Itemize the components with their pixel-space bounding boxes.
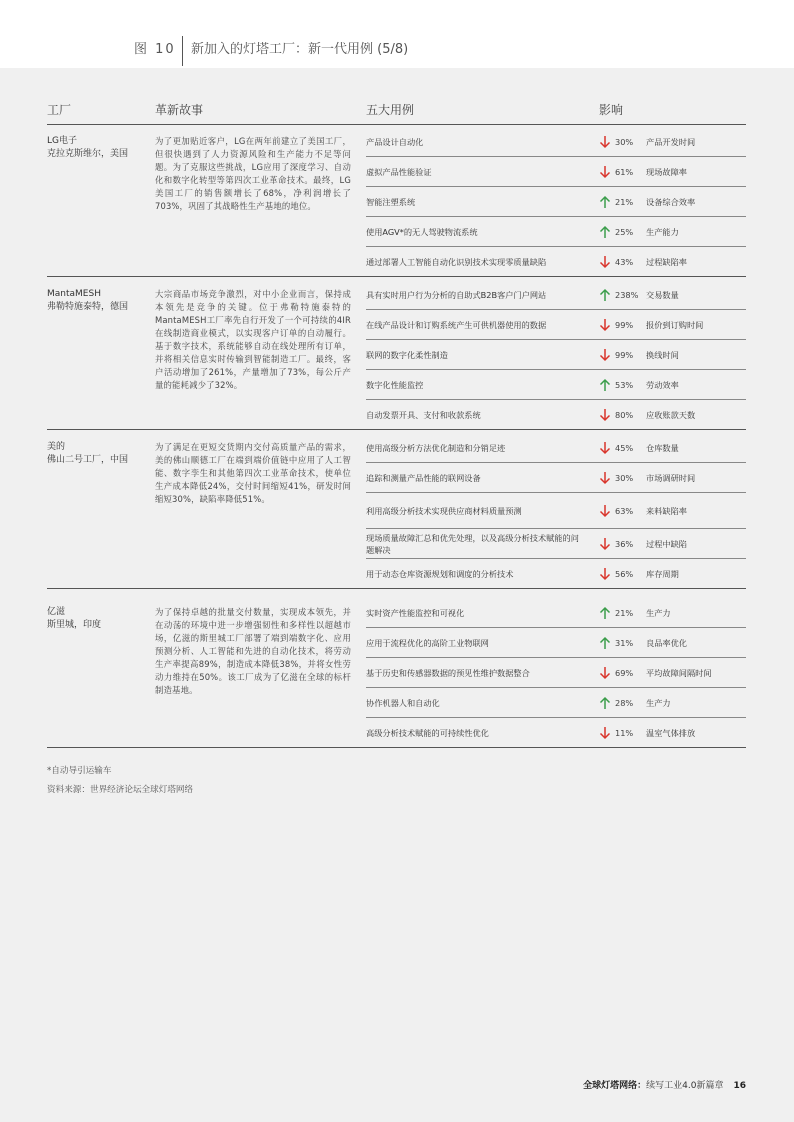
figure-header (0, 0, 794, 68)
arrow-up-icon (599, 695, 611, 709)
column-header-usecases: 五大用例 (366, 103, 415, 117)
impact-percent: 31% (615, 638, 634, 648)
arrow-down-icon (599, 347, 611, 361)
impact-percent: 30% (615, 137, 634, 147)
usecase-label: 追踪和测量产品性能的联网设备 (366, 473, 481, 483)
column-header-factory: 工厂 (47, 103, 72, 117)
impact-kpi: 生产力 (646, 608, 671, 618)
arrow-down-icon (599, 164, 611, 178)
impact-kpi: 交易数量 (646, 290, 679, 300)
usecase-label: 协作机器人和自动化 (366, 698, 440, 708)
usecase-label: 通过部署人工智能自动化识别技术实现零质量缺陷 (366, 257, 547, 267)
factory-name: MantaMESH (47, 289, 101, 299)
impact-percent: 56% (615, 569, 634, 579)
usecase-label: 联网的数字化柔性制造 (366, 350, 448, 360)
impact-kpi: 来料缺陷率 (646, 506, 687, 516)
impact-kpi: 市场调研时间 (646, 473, 696, 483)
row-divider (366, 309, 746, 310)
arrow-down-icon (599, 503, 611, 517)
arrow-down-icon (599, 566, 611, 580)
impact-percent: 30% (615, 473, 634, 483)
usecase-label: 使用AGV*的无人驾驶物流系统 (366, 227, 478, 237)
row-divider (366, 717, 746, 718)
row-divider (366, 627, 746, 628)
arrow-up-icon (599, 194, 611, 208)
impact-percent: 25% (615, 227, 634, 237)
innovation-story: 为了更加贴近客户，LG在两年前建立了美国工厂，但很快遇到了人力资源风险和生产能力不足等问题。为了克服这些挑战，LG应用了深度学习、自动化和数字化转型等第四次工业革命技术。最终，LG美国工厂的销售额增长了68%，净利润增长了703%，巩固了其战略性生产基地的地位。 (155, 136, 351, 211)
row-divider (366, 687, 746, 688)
impact-percent: 63% (615, 506, 634, 516)
group-divider (47, 429, 746, 430)
factory-location: 克拉克斯维尔，美国 (47, 149, 129, 159)
impact-percent: 28% (615, 698, 634, 708)
row-divider (366, 492, 746, 493)
figure-divider (182, 36, 183, 66)
row-divider (366, 528, 746, 529)
impact-kpi: 生产能力 (646, 227, 679, 237)
factory-location: 佛山二号工厂，中国 (47, 455, 129, 465)
arrow-up-icon (599, 605, 611, 619)
factory-name: 亿滋 (47, 607, 66, 617)
row-divider (366, 558, 746, 559)
usecase-label: 实时资产性能监控和可视化 (366, 608, 465, 618)
arrow-down-icon (599, 254, 611, 268)
group-divider (47, 588, 746, 589)
innovation-story: 为了保持卓越的批量交付数量，实现成本领先，并在动荡的环境中进一步增强韧性和多样性以超越市场，亿滋的斯里城工厂部署了端到端数字化、应用预测分析、人工智能和先进的自动化技术，将劳动生产率提高89%，制造成本降低38%，并将女性劳动力维持在50%。该工厂成为了亿滋在全球的标杆制造基地。 (155, 607, 351, 695)
footer-subtitle: 续写工业4.0新篇章 (646, 1081, 724, 1091)
impact-kpi: 平均故障间隔时间 (646, 668, 712, 678)
arrow-down-icon (599, 536, 611, 550)
usecase-label: 自动发票开具、支付和收款系统 (366, 410, 481, 420)
impact-percent: 43% (615, 257, 634, 267)
footnote-source: 资料来源：世界经济论坛全球灯塔网络 (47, 785, 194, 795)
impact-percent: 36% (615, 539, 634, 549)
usecase-label: 利用高级分析技术实现供应商材料质量预测 (366, 506, 522, 516)
row-divider (366, 399, 746, 400)
impact-kpi: 设备综合效率 (646, 197, 696, 207)
impact-kpi: 生产力 (646, 698, 671, 708)
footer-title: 全球灯塔网络： (583, 1081, 647, 1091)
group-divider (47, 747, 746, 748)
innovation-story: 大宗商品市场竞争激烈，对中小企业而言，保持成本领先是竞争的关键。位于弗勒特施泰特的MantaMESH工厂率先自行开发了一个可持续的4IR在线制造商业模式，以实现客户订单的自动履行。基于数字技术，系统能够自动在线处理所有订单，并将相关信息实时传输到智能制造工厂。最终，客户活动增加了261%，产量增加了73%，每公斤产量的能耗减少了32%。 (155, 289, 351, 390)
usecase-label: 高级分析技术赋能的可持续性优化 (366, 728, 489, 738)
impact-percent: 53% (615, 380, 634, 390)
figure-label: 图 10 (134, 42, 176, 57)
impact-kpi: 劳动效率 (646, 380, 679, 390)
arrow-down-icon (599, 317, 611, 331)
row-divider (366, 339, 746, 340)
header-rule (47, 124, 746, 125)
row-divider (366, 156, 746, 157)
impact-percent: 99% (615, 320, 634, 330)
impact-percent: 45% (615, 443, 634, 453)
impact-kpi: 过程中缺陷 (646, 539, 687, 549)
row-divider (366, 462, 746, 463)
usecase-label: 数字化性能监控 (366, 380, 424, 390)
impact-kpi: 库存周期 (646, 569, 679, 579)
arrow-down-icon (599, 407, 611, 421)
impact-kpi: 应收账款天数 (646, 410, 696, 420)
impact-percent: 11% (615, 728, 634, 738)
impact-percent: 61% (615, 167, 634, 177)
innovation-story: 为了满足在更短交货期内交付高质量产品的需求，美的佛山顺德工厂在端到端价值链中应用了人工智能、数字孪生和其他第四次工业革命技术，使单位生产成本降低24%，交付时间缩短41%，研发时间缩短30%，缺陷率降低51%。 (155, 442, 351, 504)
arrow-down-icon (599, 134, 611, 148)
usecase-label: 现场质量故障汇总和优先处理，以及高级分析技术赋能的问题解决 (366, 533, 579, 555)
usecase-label: 在线产品设计和订购系统产生可供机器使用的数据 (366, 320, 547, 330)
impact-kpi: 仓库数量 (646, 443, 679, 453)
impact-kpi: 良品率优化 (646, 638, 687, 648)
impact-percent: 80% (615, 410, 634, 420)
factory-name: LG电子 (47, 136, 77, 146)
arrow-up-icon (599, 224, 611, 238)
usecase-label: 使用高级分析方法优化制造和分销足迹 (366, 443, 506, 453)
arrow-down-icon (599, 440, 611, 454)
impact-percent: 238% (615, 290, 639, 300)
usecase-label: 智能注塑系统 (366, 197, 416, 207)
group-divider (47, 276, 746, 277)
impact-kpi: 报价到订购时间 (646, 320, 704, 330)
arrow-down-icon (599, 470, 611, 484)
usecase-label: 应用于流程优化的高阶工业物联网 (366, 638, 489, 648)
usecase-label: 产品设计自动化 (366, 137, 424, 147)
factory-location: 斯里城，印度 (47, 620, 102, 630)
usecase-label: 具有实时用户行为分析的自助式B2B客户门户网站 (366, 290, 547, 300)
figure-title: 新加入的灯塔工厂：新一代用例 (5/8) (191, 42, 409, 57)
page-footer (583, 1078, 746, 1091)
row-divider (366, 216, 746, 217)
factory-name: 美的 (47, 442, 66, 452)
impact-percent: 21% (615, 197, 634, 207)
impact-percent: 99% (615, 350, 634, 360)
impact-kpi: 产品开发时间 (646, 137, 696, 147)
usecase-label: 基于历史和传感器数据的预见性维护数据整合 (366, 668, 530, 678)
page-number: 16 (733, 1081, 746, 1091)
row-divider (366, 369, 746, 370)
arrow-up-icon (599, 377, 611, 391)
column-header-story: 革新故事 (155, 103, 204, 117)
row-divider (366, 657, 746, 658)
impact-kpi: 现场故障率 (646, 167, 687, 177)
arrow-down-icon (599, 665, 611, 679)
column-header-impact: 影响 (599, 103, 624, 117)
usecase-label: 用于动态仓库资源规划和调度的分析技术 (366, 569, 514, 579)
factory-location: 弗勒特施泰特，德国 (47, 302, 129, 312)
arrow-up-icon (599, 635, 611, 649)
impact-kpi: 过程缺陷率 (646, 257, 687, 267)
arrow-up-icon (599, 287, 611, 301)
arrow-down-icon (599, 725, 611, 739)
row-divider (366, 246, 746, 247)
footnote-agv: *自动导引运输车 (47, 766, 112, 776)
row-divider (366, 186, 746, 187)
impact-percent: 69% (615, 668, 634, 678)
impact-percent: 21% (615, 608, 634, 618)
impact-kpi: 换线时间 (646, 350, 679, 360)
impact-kpi: 温室气体排放 (646, 728, 696, 738)
usecase-label: 虚拟产品性能验证 (366, 167, 432, 177)
